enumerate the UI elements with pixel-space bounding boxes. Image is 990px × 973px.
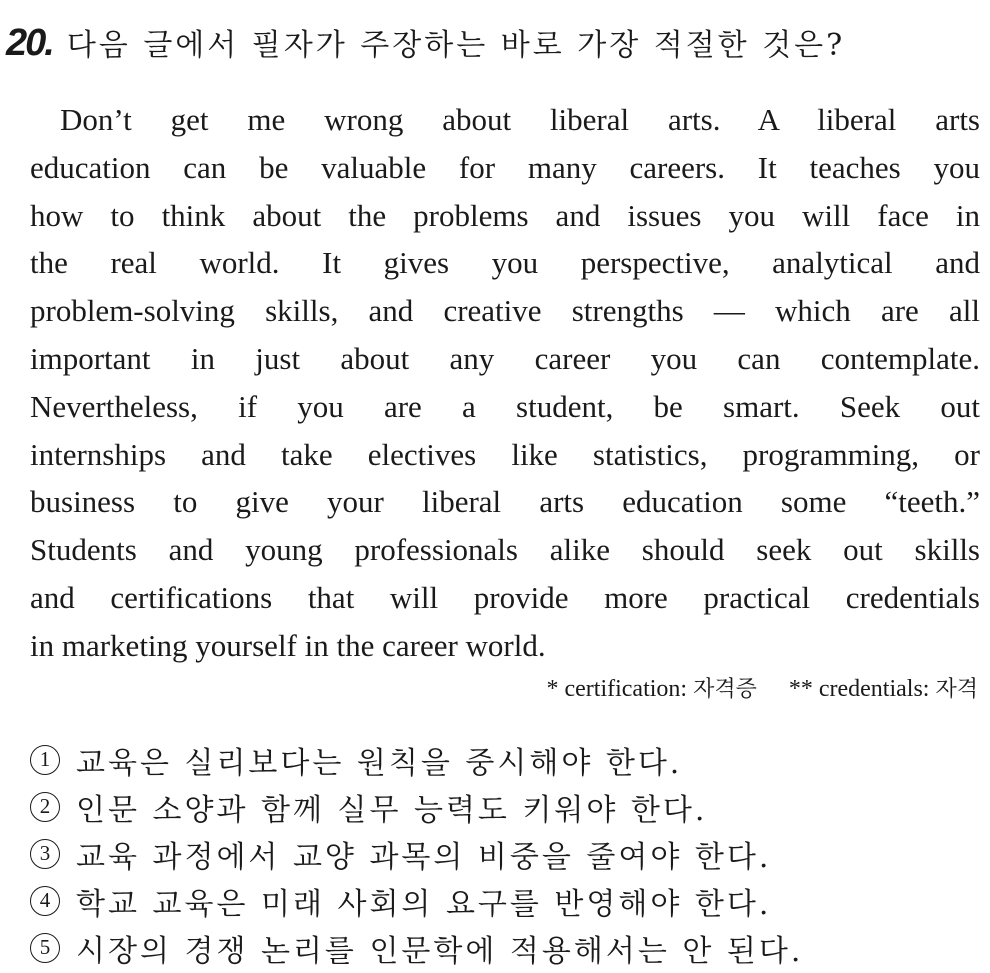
passage-line: problem-solving skills, and creative strengths — which are all — [30, 293, 980, 329]
choice-marker-circle: 5 — [30, 933, 60, 963]
passage-line: important in just about any career you can contemplate. — [30, 340, 980, 376]
passage-line: internships and take electives like statistics, programming, or — [30, 436, 980, 472]
answer-choice-3[interactable] — [30, 830, 980, 877]
choice-text: 교육 과정에서 교양 과목의 비중을 줄여야 한다. — [76, 839, 772, 875]
passage-line: business to give your liberal arts education some “teeth.” — [30, 484, 980, 520]
choice-text: 교육은 실리보다는 원칙을 중시해야 한다. — [76, 745, 683, 781]
answer-choices — [30, 736, 980, 971]
choice-text: 인문 소양과 함께 실무 능력도 키워야 한다. — [76, 792, 708, 828]
footnote-credentials — [789, 676, 978, 702]
passage-line: Students and young professionals alike should seek out skills — [30, 532, 980, 568]
passage-line: in marketing yourself in the career world. — [30, 627, 546, 663]
choice-marker-circle: 2 — [30, 792, 60, 822]
choice-marker-circle: 3 — [30, 839, 60, 869]
footnote-gloss: 자격증 — [693, 677, 757, 702]
footnote-term: ** credentials: — [788, 676, 930, 702]
choice-marker-circle: 1 — [30, 745, 60, 775]
passage-line: education can be valuable for many careers. It teaches you — [30, 149, 980, 185]
answer-choice-4[interactable] — [30, 877, 980, 924]
answer-choice-1[interactable] — [30, 736, 980, 783]
answer-choice-2[interactable] — [30, 783, 980, 830]
footnotes — [546, 672, 978, 703]
passage-line: and certifications that will provide more practical credentials — [30, 579, 980, 615]
passage-line: the real world. It gives you perspective, analytical and — [30, 245, 980, 281]
footnote-certification — [546, 676, 762, 702]
footnote-gloss: 자격 — [935, 677, 978, 702]
question-number: 20. — [6, 22, 53, 64]
question-header — [6, 20, 986, 72]
choice-text: 학교 교육은 미래 사회의 요구를 반영해야 한다. — [76, 886, 772, 922]
passage-line: Don’t get me wrong about liberal arts. A liberal arts — [60, 102, 980, 137]
passage — [30, 96, 980, 670]
passage-line: how to think about the problems and issues you will face in — [30, 197, 980, 233]
passage-line: Nevertheless, if you are a student, be smart. Seek out — [30, 388, 980, 424]
footnote-term: * certification: — [546, 676, 688, 702]
choice-marker-circle: 4 — [30, 886, 60, 916]
answer-choice-5[interactable] — [30, 924, 980, 971]
question-prompt: 다음 글에서 필자가 주장하는 바로 가장 적절한 것은? — [66, 28, 846, 63]
choice-text: 시장의 경쟁 논리를 인문학에 적용해서는 안 된다. — [76, 933, 804, 969]
